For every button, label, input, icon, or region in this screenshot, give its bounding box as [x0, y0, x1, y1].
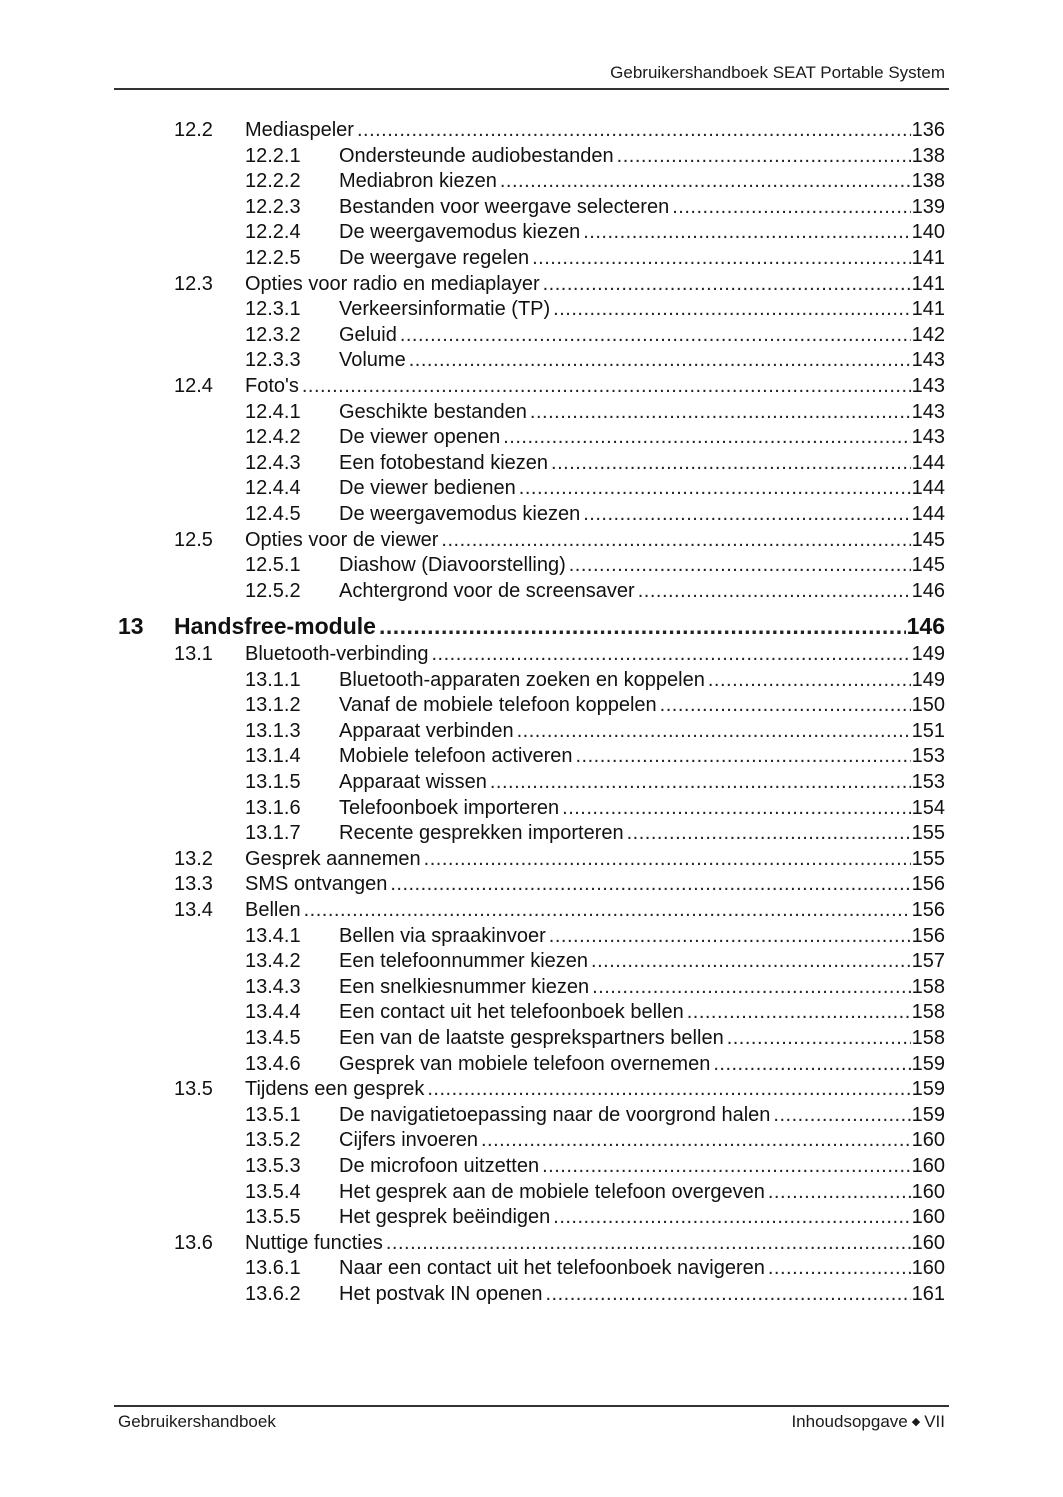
toc-entry-number: 13.4.4: [245, 1001, 301, 1024]
toc-entry-title[interactable]: De navigatietoepassing naar de voorgrond halen: [339, 1103, 773, 1129]
toc-entry-leader: [339, 451, 945, 477]
dot-leader: [727, 1026, 911, 1052]
toc-entry-page[interactable]: 141: [911, 298, 945, 321]
toc-subsection-entry[interactable]: [0, 451, 1063, 477]
dot-leader: [517, 719, 911, 745]
toc-entry-page[interactable]: 140: [911, 221, 945, 244]
toc-entry-title[interactable]: Telefoonboek importeren: [339, 796, 562, 822]
dot-leader: [672, 195, 910, 221]
toc-entry-page[interactable]: 149: [911, 643, 945, 665]
toc-entry-title[interactable]: Een van de laatste gesprekspartners bellen: [339, 1026, 727, 1052]
dot-leader: [617, 144, 911, 170]
dot-leader: [591, 949, 911, 975]
dot-leader: [503, 425, 910, 451]
toc-subsection-entry[interactable]: [0, 975, 1063, 1001]
toc-entry-number: 12.4: [174, 375, 213, 397]
toc-subsection-entry[interactable]: [0, 1282, 1063, 1308]
dot-leader: [553, 297, 910, 323]
toc-entry-leader: [245, 1077, 945, 1103]
toc-entry-page[interactable]: 160: [911, 1129, 945, 1152]
toc-entry-leader: [245, 374, 945, 400]
dot-leader: [357, 118, 911, 144]
toc-section-entry[interactable]: [0, 898, 1063, 924]
toc-entry-leader: [339, 1282, 945, 1308]
toc-entry-page[interactable]: 158: [911, 975, 945, 998]
toc-entry-number: 12.2.4: [245, 221, 301, 244]
toc-entry-page[interactable]: 160: [911, 1231, 945, 1254]
toc-entry-leader: [339, 924, 945, 950]
dot-leader: [687, 1000, 911, 1026]
dot-leader: [481, 1128, 911, 1154]
toc-subsection-entry[interactable]: [0, 1180, 1063, 1206]
toc-entry-leader: [339, 297, 945, 323]
dot-leader: [583, 220, 910, 246]
toc-entry-leader: [339, 1026, 945, 1052]
toc-subsection-entry[interactable]: [0, 1256, 1063, 1282]
diamond-icon: ◆: [911, 1416, 921, 1428]
toc-entry-page[interactable]: 144: [911, 503, 945, 525]
toc-entry-leader: [245, 528, 945, 554]
toc-entry-title[interactable]: Achtergrond voor de screensaver: [339, 579, 638, 605]
toc-subsection-entry[interactable]: [0, 949, 1063, 975]
toc-entry-page[interactable]: 159: [911, 1052, 945, 1075]
dot-leader: [553, 1205, 910, 1231]
dot-leader: [500, 169, 911, 195]
toc-entry-page[interactable]: 159: [911, 1103, 945, 1126]
toc-chapter-entry[interactable]: [0, 614, 1063, 640]
toc-entry-number: 13.3: [174, 873, 213, 896]
toc-entry-title[interactable]: Nuttige functies: [245, 1231, 386, 1257]
toc-entry-leader: [339, 1154, 945, 1180]
toc-entry-number: 12.5.2: [245, 579, 301, 602]
dot-leader: [519, 476, 911, 502]
toc-subsection-entry[interactable]: [0, 1000, 1063, 1026]
toc-subsection-entry[interactable]: [0, 1128, 1063, 1154]
toc-entry-title[interactable]: Foto's: [245, 374, 302, 400]
dot-leader: [400, 323, 911, 349]
toc-entry-number: 13.4.2: [245, 950, 301, 973]
dot-leader: [562, 796, 910, 822]
dot-leader: [386, 1231, 911, 1257]
toc-subsection-entry[interactable]: [0, 1154, 1063, 1180]
toc-entry-title[interactable]: De weergavemodus kiezen: [339, 502, 583, 528]
toc-entry-number: 13.1.7: [245, 822, 301, 845]
toc-entry-page[interactable]: 160: [911, 1180, 945, 1203]
toc-entry-page[interactable]: 139: [911, 195, 945, 218]
dot-leader: [530, 400, 911, 426]
dot-leader: [569, 553, 911, 579]
toc-subsection-entry[interactable]: [0, 220, 1063, 246]
toc-entry-page[interactable]: 144: [911, 451, 945, 474]
dot-leader: [532, 246, 911, 272]
dot-leader: [768, 1180, 911, 1206]
toc-entry-title[interactable]: Gesprek van mobiele telefoon overnemen: [339, 1052, 713, 1078]
toc-entry-number: 13.1.5: [245, 771, 301, 793]
dot-leader: [304, 898, 911, 924]
toc-entry-number: 13.5.3: [245, 1155, 301, 1177]
toc-entry-number: 13.1.4: [245, 745, 301, 768]
dot-leader: [542, 1154, 911, 1180]
toc-subsection-entry[interactable]: [0, 668, 1063, 694]
toc-entry-page[interactable]: 138: [911, 170, 945, 193]
toc-entry-page[interactable]: 144: [911, 477, 945, 500]
toc-subsection-entry[interactable]: [0, 425, 1063, 451]
toc-entry-leader: [339, 1180, 945, 1206]
toc-entry-page[interactable]: 146: [911, 579, 945, 602]
footer-section-name: Inhoudsopgave: [791, 1412, 908, 1431]
toc-entry-title[interactable]: Een telefoonnummer kiezen: [339, 949, 591, 975]
dot-leader: [713, 1052, 910, 1078]
toc-subsection-entry[interactable]: [0, 1103, 1063, 1129]
toc-subsection-entry[interactable]: [0, 195, 1063, 221]
toc-entry-page[interactable]: 157: [911, 950, 945, 973]
dot-leader: [708, 668, 911, 694]
toc-entry-number: 13.4.6: [245, 1052, 301, 1075]
toc-entry-title[interactable]: De viewer bedienen: [339, 476, 519, 502]
toc-entry-page[interactable]: 146: [906, 614, 945, 640]
toc-entry-page[interactable]: 156: [911, 899, 945, 921]
toc-entry-leader: [339, 1205, 945, 1231]
toc-entry-number: 12.4.3: [245, 451, 301, 474]
toc-entry-leader: [245, 642, 945, 668]
toc-subsection-entry[interactable]: [0, 323, 1063, 349]
toc-entry-title[interactable]: Bestanden voor weergave selecteren: [339, 195, 672, 221]
toc-entry-page[interactable]: 143: [911, 349, 945, 372]
toc-subsection-entry[interactable]: [0, 1205, 1063, 1231]
toc-entry-number: 13.5.1: [245, 1103, 301, 1126]
toc-entry-leader: [245, 118, 945, 144]
toc-subsection-entry[interactable]: [0, 169, 1063, 195]
dot-leader: [583, 502, 910, 528]
toc-subsection-entry[interactable]: [0, 297, 1063, 323]
toc-entry-leader: [339, 744, 945, 770]
dot-leader: [441, 528, 910, 554]
toc-entry-page[interactable]: 156: [911, 924, 945, 947]
toc-entry-page[interactable]: 141: [911, 247, 945, 269]
toc-entry-number: 13.4: [174, 899, 213, 921]
toc-entry-leader: [339, 1052, 945, 1078]
toc-section-entry[interactable]: [0, 118, 1063, 144]
toc-entry-number: 12.4.2: [245, 426, 301, 449]
toc-entry-number: 13.1.2: [245, 694, 301, 717]
toc-entry-number: 13.1.3: [245, 719, 301, 742]
toc-entry-page[interactable]: 149: [911, 668, 945, 691]
toc-entry-leader: [339, 693, 945, 719]
toc-subsection-entry[interactable]: [0, 553, 1063, 579]
toc-entry-title[interactable]: De weergave regelen: [339, 246, 532, 272]
toc-subsection-entry[interactable]: [0, 348, 1063, 374]
toc-entry-number: 13.5.2: [245, 1129, 301, 1152]
toc-entry-page[interactable]: 161: [911, 1283, 945, 1305]
toc-entry-number: 12.2: [174, 119, 213, 141]
toc-entry-leader: [245, 847, 945, 873]
toc-entry-leader: [339, 821, 945, 847]
toc-entry-title[interactable]: Bluetooth-apparaten zoeken en koppelen: [339, 668, 708, 694]
toc-section-entry[interactable]: [0, 272, 1063, 298]
toc-entry-leader: [339, 1128, 945, 1154]
toc-entry-number: 13: [118, 613, 144, 640]
dot-leader: [768, 1256, 911, 1282]
toc-entry-number: 12.2.5: [245, 247, 301, 269]
toc-entry-page[interactable]: 159: [911, 1078, 945, 1101]
toc-entry-leader: [339, 476, 945, 502]
toc-entry-leader: [339, 144, 945, 170]
toc-section-entry[interactable]: [0, 642, 1063, 668]
toc-entry-number: 12.5: [174, 528, 213, 551]
toc-entry-page[interactable]: 145: [911, 528, 945, 551]
toc-entry-leader: [245, 872, 945, 898]
toc-entry-leader: [339, 220, 945, 246]
header-title: Gebruikershandboek SEAT Portable System: [610, 63, 945, 82]
toc-entry-title[interactable]: Apparaat verbinden: [339, 719, 517, 745]
toc-entry-title[interactable]: Het postvak IN openen: [339, 1282, 545, 1308]
toc-entry-number: 13.5.4: [245, 1180, 301, 1203]
toc-subsection-entry[interactable]: [0, 400, 1063, 426]
toc-entry-title[interactable]: Tijdens een gesprek: [245, 1077, 427, 1103]
toc-section-entry[interactable]: [0, 374, 1063, 400]
toc-entry-leader: [245, 1231, 945, 1257]
toc-entry-number: 13.6.2: [245, 1283, 301, 1305]
dot-leader: [490, 770, 911, 796]
toc-entry-leader: [339, 425, 945, 451]
toc-entry-leader: [339, 502, 945, 528]
toc-entry-number: 13.1: [174, 643, 213, 665]
toc-subsection-entry[interactable]: [0, 796, 1063, 822]
toc-entry-page[interactable]: 153: [911, 745, 945, 768]
toc-entry-title[interactable]: Cijfers invoeren: [339, 1128, 481, 1154]
toc-entry-title[interactable]: De microfoon uitzetten: [339, 1154, 542, 1180]
toc-entry-number: 12.5.1: [245, 554, 301, 577]
toc-entry-leader: [339, 668, 945, 694]
toc-entry-title[interactable]: Een contact uit het telefoonboek bellen: [339, 1000, 687, 1026]
toc-entry-title[interactable]: Bellen: [245, 898, 304, 924]
toc-entry-leader: [339, 400, 945, 426]
dot-leader: [638, 579, 911, 605]
toc-section-entry[interactable]: [0, 872, 1063, 898]
footer-divider: [114, 1405, 949, 1407]
toc-subsection-entry[interactable]: [0, 770, 1063, 796]
dot-leader: [379, 614, 906, 640]
toc-section-entry[interactable]: [0, 847, 1063, 873]
toc-entry-title[interactable]: Het gesprek aan de mobiele telefoon overgeven: [339, 1180, 768, 1206]
toc-entry-number: 13.1.1: [245, 668, 301, 691]
toc-entry-number: 12.3.3: [245, 349, 301, 372]
toc-entry-leader: [339, 975, 945, 1001]
toc-entry-page[interactable]: 155: [911, 822, 945, 845]
dot-leader: [549, 924, 911, 950]
toc-entry-title[interactable]: Opties voor de viewer: [245, 528, 441, 554]
toc-entry-title[interactable]: Het gesprek beëindigen: [339, 1205, 553, 1231]
toc-entry-title[interactable]: Mediabron kiezen: [339, 169, 500, 195]
toc-subsection-entry[interactable]: [0, 821, 1063, 847]
toc-entry-title[interactable]: Volume: [339, 348, 409, 374]
toc-entry-number: 13.1.6: [245, 796, 301, 819]
toc-entry-leader: [339, 246, 945, 272]
toc-entry-title[interactable]: Geschikte bestanden: [339, 400, 530, 426]
toc-entry-number: 12.3: [174, 272, 213, 295]
toc-section-entry[interactable]: [0, 1231, 1063, 1257]
toc-entry-page[interactable]: 160: [911, 1206, 945, 1229]
toc-entry-title[interactable]: Opties voor radio en mediaplayer: [245, 272, 543, 298]
toc-entry-page[interactable]: 151: [911, 719, 945, 742]
toc-entry-number: 13.4.3: [245, 975, 301, 998]
toc-entry-leader: [339, 1103, 945, 1129]
toc-section-entry[interactable]: [0, 1077, 1063, 1103]
toc-entry-title[interactable]: Mediaspeler: [245, 118, 357, 144]
toc-entry-number: 13.5.5: [245, 1206, 301, 1229]
toc-entry-page[interactable]: 155: [911, 847, 945, 870]
toc-entry-number: 12.3.1: [245, 298, 301, 321]
toc-entry-title[interactable]: Bluetooth-verbinding: [245, 642, 431, 668]
toc-entry-leader: [174, 614, 945, 640]
dot-leader: [551, 451, 911, 477]
dot-leader: [545, 1282, 910, 1308]
toc-entry-title[interactable]: Naar een contact uit het telefoonboek navigeren: [339, 1256, 768, 1282]
toc-entry-page[interactable]: 160: [911, 1155, 945, 1177]
dot-leader: [424, 847, 911, 873]
toc-entry-leader: [339, 169, 945, 195]
toc-entry-page[interactable]: 150: [911, 694, 945, 717]
toc-entry-title[interactable]: Verkeersinformatie (TP): [339, 297, 553, 323]
toc-entry-number: 12.4.4: [245, 477, 301, 500]
toc-entry-page[interactable]: 142: [911, 323, 945, 346]
toc-entry-page[interactable]: 158: [911, 1001, 945, 1024]
dot-leader: [627, 821, 911, 847]
toc-entry-number: 12.4.5: [245, 503, 301, 525]
toc-entry-leader: [245, 898, 945, 924]
toc-entry-title[interactable]: SMS ontvangen: [245, 872, 390, 898]
toc-entry-number: 12.2.2: [245, 170, 301, 193]
toc-section-entry[interactable]: [0, 528, 1063, 554]
toc-subsection-entry[interactable]: [0, 693, 1063, 719]
toc-entry-number: 12.2.1: [245, 144, 301, 167]
toc-entry-title[interactable]: Recente gesprekken importeren: [339, 821, 627, 847]
toc-entry-leader: [339, 949, 945, 975]
toc-entry-title[interactable]: Apparaat wissen: [339, 770, 490, 796]
toc-subsection-entry[interactable]: [0, 144, 1063, 170]
toc-entry-number: 13.2: [174, 847, 213, 870]
dot-leader: [409, 348, 911, 374]
toc-entry-title[interactable]: Ondersteunde audiobestanden: [339, 144, 617, 170]
toc-entry-page[interactable]: 158: [911, 1027, 945, 1049]
toc-entry-page[interactable]: 154: [911, 796, 945, 819]
toc-entry-number: 13.6.1: [245, 1257, 301, 1280]
toc-entry-leader: [339, 1000, 945, 1026]
toc-subsection-entry[interactable]: [0, 924, 1063, 950]
toc-subsection-entry[interactable]: [0, 1052, 1063, 1078]
toc-entry-leader: [339, 195, 945, 221]
toc-entry-title[interactable]: Gesprek aannemen: [245, 847, 424, 873]
toc-entry-number: 13.6: [174, 1231, 213, 1254]
dot-leader: [575, 744, 910, 770]
footer-page-number: VII: [924, 1412, 945, 1431]
toc-entry-number: 13.4.1: [245, 924, 301, 947]
toc-entry-leader: [339, 719, 945, 745]
toc-subsection-entry[interactable]: [0, 719, 1063, 745]
toc-entry-title[interactable]: Vanaf de mobiele telefoon koppelen: [339, 693, 660, 719]
toc-entry-title[interactable]: Een snelkiesnummer kiezen: [339, 975, 592, 1001]
toc-entry-title[interactable]: Geluid: [339, 323, 400, 349]
toc-entry-page[interactable]: 138: [911, 144, 945, 167]
toc-entry-leader: [339, 796, 945, 822]
dot-leader: [773, 1103, 910, 1129]
toc-entry-title[interactable]: De weergavemodus kiezen: [339, 220, 583, 246]
toc-entry-page[interactable]: 153: [911, 771, 945, 793]
toc-entry-title[interactable]: De viewer openen: [339, 425, 503, 451]
toc-entry-page[interactable]: 143: [911, 375, 945, 397]
toc-entry-page[interactable]: 143: [911, 400, 945, 423]
toc-entry-number: 12.3.2: [245, 323, 301, 346]
toc-entry-leader: [245, 272, 945, 298]
toc-entry-page[interactable]: 145: [911, 554, 945, 577]
toc-entry-number: 13.5: [174, 1078, 213, 1101]
toc-entry-title[interactable]: Handsfree-module: [174, 614, 379, 640]
toc-entry-leader: [339, 1256, 945, 1282]
toc-subsection-entry[interactable]: [0, 579, 1063, 605]
dot-leader: [543, 272, 911, 298]
toc-entry-leader: [339, 553, 945, 579]
toc-entry-page[interactable]: 136: [911, 119, 945, 141]
footer-section-info: [791, 1411, 945, 1433]
dot-leader: [427, 1077, 910, 1103]
footer-document-title: Gebruikershandboek: [118, 1412, 276, 1431]
header-divider: [114, 88, 949, 90]
dot-leader: [431, 642, 910, 668]
toc-subsection-entry[interactable]: [0, 502, 1063, 528]
toc-entry-page[interactable]: 160: [911, 1257, 945, 1280]
toc-entry-leader: [339, 579, 945, 605]
toc-entry-title[interactable]: Diashow (Diavoorstelling): [339, 553, 569, 579]
toc-subsection-entry[interactable]: [0, 476, 1063, 502]
toc-subsection-entry[interactable]: [0, 246, 1063, 272]
toc-entry-page[interactable]: 141: [911, 272, 945, 295]
dot-leader: [390, 872, 910, 898]
toc-subsection-entry[interactable]: [0, 1026, 1063, 1052]
toc-entry-page[interactable]: 156: [911, 873, 945, 896]
toc-entry-leader: [339, 770, 945, 796]
dot-leader: [302, 374, 911, 400]
toc-entry-title[interactable]: Bellen via spraakinvoer: [339, 924, 549, 950]
toc-entry-title[interactable]: Mobiele telefoon activeren: [339, 744, 575, 770]
toc-entry-number: 12.4.1: [245, 400, 301, 423]
toc-entry-leader: [339, 323, 945, 349]
toc-entry-title[interactable]: Een fotobestand kiezen: [339, 451, 551, 477]
toc-entry-number: 12.2.3: [245, 195, 301, 218]
dot-leader: [660, 693, 911, 719]
toc-subsection-entry[interactable]: [0, 744, 1063, 770]
toc-entry-number: 13.4.5: [245, 1027, 301, 1049]
toc-entry-page[interactable]: 143: [911, 426, 945, 449]
toc-entry-leader: [339, 348, 945, 374]
dot-leader: [592, 975, 911, 1001]
